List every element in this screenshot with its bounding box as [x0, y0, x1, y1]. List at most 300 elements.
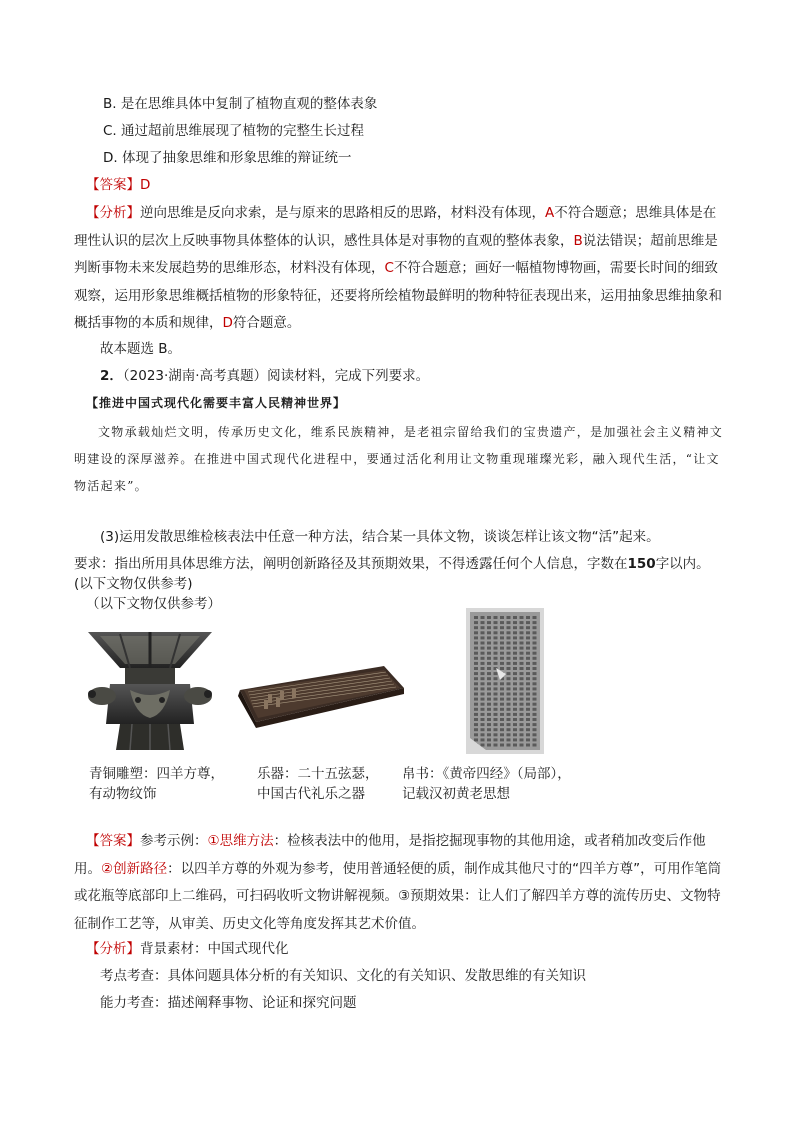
manuscript-glyph	[526, 708, 530, 711]
manuscript-glyph	[526, 723, 530, 726]
manuscript-glyph	[487, 698, 491, 701]
material-title: 【推进中国式现代化需要丰富人民精神世界】	[86, 396, 347, 410]
manuscript-glyph	[533, 672, 537, 675]
manuscript-glyph	[533, 713, 537, 716]
analysis-2-label: 【分析】	[86, 941, 140, 957]
manuscript-glyph	[520, 652, 524, 655]
manuscript-glyph	[526, 693, 530, 696]
manuscript-glyph	[481, 672, 485, 675]
manuscript-glyph	[520, 708, 524, 711]
manuscript-glyph	[487, 626, 491, 629]
option-b: B. 是在思维具体中复制了植物直观的整体表象	[103, 96, 378, 112]
manuscript-glyph	[474, 733, 478, 736]
manuscript-glyph	[494, 652, 498, 655]
manuscript-glyph	[520, 703, 524, 706]
manuscript-glyph	[494, 672, 498, 675]
manuscript-glyph	[494, 728, 498, 731]
manuscript-glyph	[507, 733, 511, 736]
manuscript-glyph	[474, 621, 478, 624]
manuscript-glyph	[520, 723, 524, 726]
manuscript-glyph	[481, 647, 485, 650]
manuscript-glyph	[507, 718, 511, 721]
manuscript-glyph	[500, 687, 504, 690]
manuscript-glyph	[507, 616, 511, 619]
manuscript-glyph	[533, 647, 537, 650]
manuscript-glyph	[526, 652, 530, 655]
manuscript-glyph	[526, 667, 530, 670]
manuscript-glyph	[487, 718, 491, 721]
manuscript-glyph	[513, 667, 517, 670]
manuscript-glyph	[513, 616, 517, 619]
manuscript-glyph	[533, 723, 537, 726]
manuscript-glyph	[481, 657, 485, 660]
material-body: 文物承载灿烂文明，传承历史文化，维系民族精神，是老祖宗留给我们的宝贵遗产，是加强社会主义精神文明建设的深厚滋养。在推进中国式现代化进程中，要通过活化利用让文物重现璀璨光彩，融入现代生活，“让文物活起来”。	[74, 425, 724, 493]
manuscript-glyph	[494, 626, 498, 629]
manuscript-glyph	[513, 703, 517, 706]
manuscript-glyph	[513, 677, 517, 680]
manuscript-glyph	[507, 636, 511, 639]
manuscript-glyph	[500, 626, 504, 629]
manuscript-glyph	[513, 652, 517, 655]
manuscript-glyph	[481, 636, 485, 639]
manuscript-glyph	[500, 693, 504, 696]
manuscript-glyph	[533, 693, 537, 696]
manuscript-glyph	[481, 703, 485, 706]
manuscript-glyph	[520, 657, 524, 660]
manuscript-glyph	[474, 718, 478, 721]
manuscript-glyph	[500, 698, 504, 701]
manuscript-glyph	[474, 708, 478, 711]
manuscript-glyph	[487, 657, 491, 660]
manuscript-glyph	[474, 667, 478, 670]
manuscript-glyph	[513, 733, 517, 736]
requirement-text-2: 字以内。	[655, 556, 710, 572]
manuscript-glyph	[533, 662, 537, 665]
analysis-text-1: 逆向思维是反向求索，是与原来的思路相反的思路，材料没有体现，	[140, 205, 545, 221]
manuscript-glyph	[520, 631, 524, 634]
manuscript-glyph	[513, 723, 517, 726]
answer-2-text-2: ：检核表法中的他用，是指挖掘现事物的其他用途，或者稍加改变后作他用。	[74, 833, 706, 877]
letter-d: D	[222, 315, 233, 331]
manuscript-glyph	[513, 708, 517, 711]
manuscript-glyph	[533, 718, 537, 721]
answer-label: 【答案】	[86, 177, 140, 193]
artifact-3-line2: 记载汉初黄老思想	[402, 786, 510, 802]
manuscript-glyph	[500, 652, 504, 655]
manuscript-glyph	[520, 647, 524, 650]
manuscript-glyph	[526, 677, 530, 680]
manuscript-glyph	[533, 616, 537, 619]
manuscript-glyph	[526, 636, 530, 639]
manuscript-glyph	[507, 708, 511, 711]
conclusion: 故本题选 B。	[100, 341, 182, 357]
manuscript-glyph	[507, 667, 511, 670]
manuscript-glyph	[520, 733, 524, 736]
manuscript-glyph	[494, 698, 498, 701]
manuscript-glyph	[474, 723, 478, 726]
manuscript-glyph	[520, 698, 524, 701]
manuscript-glyph	[500, 631, 504, 634]
requirement	[74, 554, 710, 574]
manuscript-glyph	[500, 642, 504, 645]
manuscript-glyph	[494, 744, 498, 747]
manuscript-glyph	[520, 728, 524, 731]
manuscript-glyph	[533, 657, 537, 660]
manuscript-glyph	[481, 713, 485, 716]
manuscript-glyph	[526, 626, 530, 629]
manuscript-glyph	[487, 738, 491, 741]
manuscript-glyph	[474, 728, 478, 731]
manuscript-glyph	[500, 738, 504, 741]
manuscript-glyph	[513, 713, 517, 716]
manuscript-glyph	[500, 718, 504, 721]
manuscript-glyph	[507, 647, 511, 650]
analysis-nengli: 能力考查：描述阐释事物、论证和探究问题	[100, 995, 357, 1011]
manuscript-glyph	[494, 693, 498, 696]
word-limit: 150	[627, 556, 656, 572]
answer-2	[74, 828, 724, 938]
manuscript-glyph	[520, 621, 524, 624]
manuscript-glyph	[513, 672, 517, 675]
manuscript-glyph	[526, 687, 530, 690]
manuscript-glyph	[487, 621, 491, 624]
manuscript-glyph	[474, 677, 478, 680]
manuscript-glyph	[526, 738, 530, 741]
manuscript-glyph	[526, 616, 530, 619]
artifact-caption-1	[89, 764, 224, 804]
manuscript-glyph	[526, 647, 530, 650]
manuscript-glyph	[494, 636, 498, 639]
manuscript-glyph	[513, 647, 517, 650]
answer-2-text-3: ：以四羊方尊的外观为参考，使用普通轻便的质，制作成其他尺寸的“四羊方尊”，可用作笔筒或花瓶等底部印上二维码，可扫码收听文物讲解视频。③预期效果：让人们了解四羊方尊的流传历史、文物特征制作工艺等，从审美、历史文化等角度发挥其艺术价值。	[74, 860, 722, 932]
image-note: （以下文物仅供参考）	[86, 596, 221, 612]
manuscript-glyph	[481, 687, 485, 690]
manuscript-glyph	[526, 713, 530, 716]
artifact-2-line2: 中国古代礼乐之器	[257, 786, 365, 802]
manuscript-glyph	[481, 738, 485, 741]
analysis-2-bg: 背景素材：中国式现代化	[140, 941, 289, 957]
letter-c: C	[384, 260, 394, 276]
artifact-1-line1: 青铜雕塑：四羊方尊，	[89, 766, 224, 782]
manuscript-glyph	[520, 662, 524, 665]
manuscript-glyph	[500, 744, 504, 747]
manuscript-glyph	[520, 744, 524, 747]
manuscript-glyph	[513, 687, 517, 690]
manuscript-glyph	[487, 708, 491, 711]
manuscript-glyph	[500, 703, 504, 706]
answer-value: D	[140, 177, 151, 193]
manuscript-glyph	[494, 687, 498, 690]
manuscript-glyph	[487, 667, 491, 670]
manuscript-glyph	[507, 662, 511, 665]
manuscript-glyph	[526, 744, 530, 747]
manuscript-glyph	[487, 662, 491, 665]
manuscript-glyph	[520, 642, 524, 645]
manuscript-glyph	[526, 718, 530, 721]
analysis-text-4: 不符合题意；画好一幅植物博物画，需要长时间的细致观察，运用形象思维概括植物的形象特征，还要将所绘植物最鲜明的物种特征表现出来，运用抽象思维抽象和概括事物的本质和规律，	[74, 260, 722, 331]
manuscript-glyph	[474, 616, 478, 619]
manuscript-glyph	[513, 631, 517, 634]
manuscript-glyph	[481, 667, 485, 670]
manuscript-glyph	[507, 713, 511, 716]
manuscript-glyph	[507, 626, 511, 629]
manuscript-glyph	[500, 708, 504, 711]
manuscript-glyph	[507, 642, 511, 645]
artifact-2-line1: 乐器：二十五弦瑟，	[257, 766, 379, 782]
manuscript-glyph	[481, 733, 485, 736]
manuscript-glyph	[494, 631, 498, 634]
manuscript-glyph	[481, 693, 485, 696]
manuscript-glyph	[481, 621, 485, 624]
manuscript-glyph	[481, 642, 485, 645]
manuscript-glyph	[500, 723, 504, 726]
manuscript-glyph	[494, 662, 498, 665]
manuscript-glyph	[500, 728, 504, 731]
manuscript-glyph	[507, 677, 511, 680]
manuscript-glyph	[526, 728, 530, 731]
manuscript-glyph	[520, 718, 524, 721]
manuscript-glyph	[474, 703, 478, 706]
manuscript-glyph	[500, 667, 504, 670]
manuscript-glyph	[526, 642, 530, 645]
analysis-1	[74, 200, 724, 338]
manuscript-glyph	[513, 698, 517, 701]
manuscript-glyph	[481, 728, 485, 731]
manuscript-glyph	[513, 728, 517, 731]
manuscript-glyph	[526, 733, 530, 736]
manuscript-glyph	[533, 687, 537, 690]
manuscript-glyph	[507, 631, 511, 634]
manuscript-glyph	[533, 682, 537, 685]
manuscript-glyph	[494, 708, 498, 711]
manuscript-glyph	[494, 713, 498, 716]
manuscript-glyph	[500, 682, 504, 685]
four-ram-zun-image	[80, 628, 220, 753]
manuscript-glyph	[500, 733, 504, 736]
manuscript-glyph	[507, 738, 511, 741]
manuscript-glyph	[507, 703, 511, 706]
manuscript-glyph	[520, 626, 524, 629]
answer-2-method: ①思维方法	[207, 833, 274, 849]
manuscript-glyph	[494, 647, 498, 650]
requirement-note: (以下文物仅供参考)	[74, 576, 193, 592]
question-source: （2023·湖南·高考真题）阅读材料，完成下列要求。	[122, 368, 430, 384]
manuscript-glyph	[520, 667, 524, 670]
manuscript-glyph	[487, 723, 491, 726]
manuscript-glyph	[507, 672, 511, 675]
manuscript-glyph	[533, 642, 537, 645]
manuscript-glyph	[494, 723, 498, 726]
manuscript-glyph	[487, 647, 491, 650]
manuscript-glyph	[494, 657, 498, 660]
answer-2-path: ②创新路径	[101, 860, 168, 877]
manuscript-glyph	[526, 621, 530, 624]
manuscript-glyph	[487, 693, 491, 696]
manuscript-glyph	[520, 682, 524, 685]
manuscript-glyph	[487, 687, 491, 690]
manuscript-glyph	[507, 723, 511, 726]
manuscript-glyph	[513, 636, 517, 639]
artifact-1-line2: 有动物纹饰	[89, 786, 157, 802]
manuscript-glyph	[533, 667, 537, 670]
manuscript-glyph	[494, 733, 498, 736]
manuscript-glyph	[520, 687, 524, 690]
manuscript-glyph	[513, 642, 517, 645]
manuscript-glyph	[507, 682, 511, 685]
manuscript-glyph	[526, 631, 530, 634]
manuscript-glyph	[533, 698, 537, 701]
manuscript-glyph	[481, 698, 485, 701]
manuscript-glyph	[474, 662, 478, 665]
manuscript-glyph	[487, 652, 491, 655]
manuscript-glyph	[481, 662, 485, 665]
manuscript-glyph	[520, 677, 524, 680]
manuscript-glyph	[474, 738, 478, 741]
manuscript-glyph	[474, 672, 478, 675]
analysis-text-3: 说法错误；超前思维是判断事物未来发展趋势的思维形态，材料没有体现，	[74, 232, 718, 276]
manuscript-glyph	[507, 728, 511, 731]
manuscript-glyph	[481, 723, 485, 726]
manuscript-glyph	[487, 672, 491, 675]
manuscript-glyph	[533, 738, 537, 741]
artifact-caption-3	[402, 764, 571, 804]
answer-1	[86, 175, 150, 195]
manuscript-glyph	[513, 682, 517, 685]
question-3: (3)运用发散思维检核表法中任意一种方法，结合某一具体文物，谈谈怎样让该文物“活”起来。	[100, 529, 660, 545]
manuscript-glyph	[526, 703, 530, 706]
manuscript-glyph	[481, 744, 485, 747]
manuscript-glyph	[474, 647, 478, 650]
manuscript-glyph	[507, 652, 511, 655]
manuscript-glyph	[513, 657, 517, 660]
manuscript-glyph	[533, 733, 537, 736]
manuscript-glyph	[494, 677, 498, 680]
manuscript-glyph	[481, 708, 485, 711]
manuscript-glyph	[500, 621, 504, 624]
analysis-text-5: 符合题意。	[232, 315, 301, 331]
manuscript-glyph	[526, 657, 530, 660]
manuscript-glyph	[533, 621, 537, 624]
manuscript-glyph	[481, 718, 485, 721]
manuscript-glyph	[513, 744, 517, 747]
artifact-caption-2	[257, 764, 379, 804]
manuscript-glyph	[513, 626, 517, 629]
manuscript-glyph	[513, 621, 517, 624]
manuscript-glyph	[507, 621, 511, 624]
question-number: 2．	[100, 368, 123, 384]
manuscript-glyph	[533, 631, 537, 634]
manuscript-glyph	[526, 672, 530, 675]
manuscript-glyph	[481, 682, 485, 685]
manuscript-glyph	[481, 652, 485, 655]
manuscript-glyph	[513, 693, 517, 696]
manuscript-glyph	[520, 672, 524, 675]
manuscript-glyph	[533, 626, 537, 629]
manuscript-glyph	[520, 693, 524, 696]
manuscript-glyph	[487, 728, 491, 731]
manuscript-glyph	[487, 636, 491, 639]
manuscript-glyph	[507, 657, 511, 660]
manuscript-glyph	[474, 713, 478, 716]
manuscript-glyph	[513, 662, 517, 665]
manuscript-glyph	[494, 682, 498, 685]
manuscript-glyph	[513, 738, 517, 741]
letter-a: A	[545, 205, 555, 221]
requirement-text: 要求：指出所用具体思维方法，阐明创新路径及其预期效果，不得透露任何个人信息，字数在	[74, 556, 628, 572]
manuscript-glyph	[494, 703, 498, 706]
manuscript-glyph	[487, 703, 491, 706]
manuscript-glyph	[513, 718, 517, 721]
material-box	[74, 394, 724, 500]
manuscript-glyph	[494, 642, 498, 645]
manuscript-glyph	[533, 708, 537, 711]
answer-2-label: 【答案】	[86, 833, 140, 849]
manuscript-glyph	[474, 626, 478, 629]
manuscript-glyph	[520, 636, 524, 639]
manuscript-glyph	[500, 713, 504, 716]
manuscript-glyph	[474, 642, 478, 645]
manuscript-glyph	[507, 744, 511, 747]
analysis-label: 【分析】	[86, 205, 140, 221]
manuscript-glyph	[487, 642, 491, 645]
manuscript-glyph	[474, 687, 478, 690]
manuscript-glyph	[474, 631, 478, 634]
manuscript-glyph	[474, 652, 478, 655]
manuscript-glyph	[507, 687, 511, 690]
manuscript-glyph	[526, 662, 530, 665]
manuscript-glyph	[533, 728, 537, 731]
manuscript-glyph	[494, 616, 498, 619]
manuscript-glyph	[487, 713, 491, 716]
manuscript-glyph	[533, 677, 537, 680]
manuscript-glyph	[500, 657, 504, 660]
manuscript-glyph	[487, 733, 491, 736]
manuscript-glyph	[507, 698, 511, 701]
manuscript-glyph	[474, 657, 478, 660]
manuscript-glyph	[494, 621, 498, 624]
manuscript-glyph	[507, 693, 511, 696]
manuscript-glyph	[474, 636, 478, 639]
manuscript-glyph	[526, 698, 530, 701]
answer-2-text-1: 参考示例：	[140, 833, 208, 849]
manuscript-glyph	[500, 647, 504, 650]
manuscript-glyph	[520, 713, 524, 716]
question-2-header	[100, 366, 429, 386]
manuscript-glyph	[494, 738, 498, 741]
manuscript-glyph	[520, 738, 524, 741]
manuscript-glyph	[487, 682, 491, 685]
manuscript-glyph	[487, 616, 491, 619]
manuscript-glyph	[481, 631, 485, 634]
manuscript-glyph	[481, 616, 485, 619]
analysis-text-2: 不符合题意；思维具体是在理性认识的层次上反映事物具体整体的认识，感性具体是对事物的直观的整体表象，	[74, 205, 717, 249]
manuscript-glyph	[487, 677, 491, 680]
manuscript-glyph	[526, 682, 530, 685]
manuscript-glyph	[474, 693, 478, 696]
manuscript-glyph	[500, 616, 504, 619]
analysis-2	[86, 939, 289, 959]
zither-se-image	[234, 660, 406, 730]
manuscript-glyph	[487, 744, 491, 747]
analysis-kaodian: 考点考查：具体问题具体分析的有关知识、文化的有关知识、发散思维的有关知识	[100, 968, 586, 984]
manuscript-glyph	[500, 662, 504, 665]
manuscript-glyph	[533, 703, 537, 706]
manuscript-glyph	[494, 718, 498, 721]
manuscript-glyph	[520, 616, 524, 619]
letter-b: B	[573, 232, 583, 249]
manuscript-glyph	[533, 636, 537, 639]
manuscript-glyph	[474, 682, 478, 685]
